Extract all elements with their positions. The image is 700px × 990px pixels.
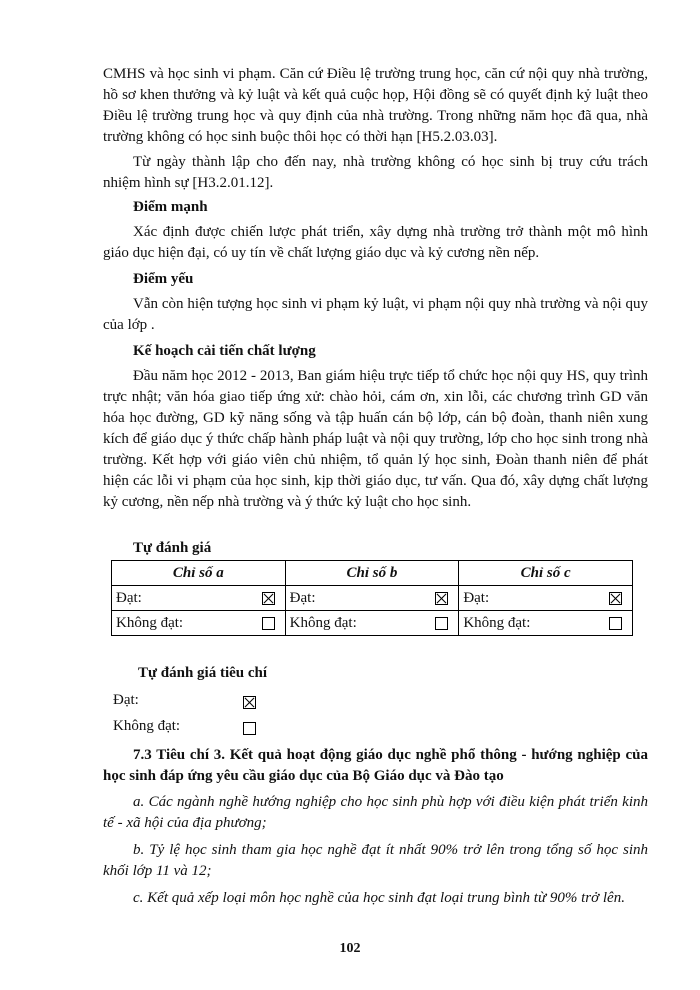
cell-c-pass [459, 586, 633, 611]
heading-improvement-plan: Kế hoạch cải tiến chất lượng [133, 343, 316, 359]
cell-b-fail [285, 611, 459, 636]
checkbox-checked-icon [435, 592, 448, 605]
paragraph-strength: Xác định được chiến lược phát triển, xây dựng nhà trường trở thành một mô hình giáo dục hiện đại, có uy tín về chất lượng giáo dục và kỷ cương nền nếp. [103, 224, 648, 261]
checkbox-checked-icon [243, 696, 256, 709]
self-eval-table [111, 560, 633, 636]
table-header-row [112, 561, 633, 586]
criterion-item-c: c. Kết quả xếp loại môn học nghề của học sinh đạt loại trung bình từ 90% trở lên. [133, 890, 625, 906]
body-text-top [103, 64, 648, 513]
column-a-header: Chỉ số a [112, 561, 286, 586]
table-row-fail [112, 611, 633, 636]
heading-strength: Điểm mạnh [133, 199, 208, 215]
paragraph-weakness: Vẫn còn hiện tượng học sinh vi phạm kỷ luật, vi phạm nội quy nhà trường và nội quy của lớp . [103, 296, 648, 333]
checkbox-empty-icon [262, 617, 275, 630]
body-text-bottom [103, 745, 648, 909]
criterion-item-b: b. Tỷ lệ học sinh tham gia học nghề đạt ít nhất 90% trở lên trong tổng số học sinh khối lớp 11 và 12; [103, 842, 648, 879]
table-row-pass [112, 586, 633, 611]
fail-label: Không đạt: [463, 614, 531, 631]
paragraph-discipline: CMHS và học sinh vi phạm. Căn cứ Điều lệ trường trung học, căn cứ nội quy nhà trường, hồ sơ khen thưởng và kỷ luật và kết quả cuộc họp, Hội đồng sẽ có quyết định kỷ luật theo Điều lệ trường trung học và quy định của nhà trường. Trong những năm học đã qua, nhà trường không có học sinh buộc thôi học có thời hạn [H5.2.03.03]. [103, 66, 648, 145]
criterion-eval-title: Tự đánh giá tiêu chí [138, 665, 268, 681]
checkbox-empty-icon [435, 617, 448, 630]
self-eval-title: Tự đánh giá [133, 540, 212, 556]
paragraph-improvement-plan: Đầu năm học 2012 - 2013, Ban giám hiệu trực tiếp tổ chức học nội quy HS, quy trình trực nhật; văn hóa giao tiếp ứng xử: chào hỏi, cám ơn, xin lỗi, các chương trình GD văn hóa học đường, GD kỹ năng sống và tập huấn cán bộ lớp, cán bộ đoàn, thanh niên xung kích để giáo dục ý thức chấp hành pháp luật và nội quy trường, lớp cho học sinh trong nhà trường. Kết hợp với giáo viên chủ nhiệm, tổ quản lý học sinh, Đoàn thanh niên để phát hiện các lỗi vi phạm của học sinh, kịp thời giáo dục, tư vấn. Qua đó, xây dựng chất lượng kỷ cương, nền nếp nhà trường và ý thức kỷ luật cho học sinh. [103, 368, 648, 510]
criterion-pass-label: Đạt: [113, 692, 139, 708]
checkbox-empty-icon [243, 722, 256, 735]
fail-label: Không đạt: [116, 614, 184, 631]
cell-b-pass [285, 586, 459, 611]
page-number: 102 [339, 941, 361, 956]
column-b-header: Chỉ số b [285, 561, 459, 586]
checkbox-empty-icon [609, 617, 622, 630]
cell-a-fail [112, 611, 286, 636]
paragraph-no-criminal: Từ ngày thành lập cho đến nay, nhà trường không có học sinh bị truy cứu trách nhiệm hình sự [H3.2.01.12]. [103, 154, 648, 191]
column-c-header: Chỉ số c [459, 561, 633, 586]
heading-weakness: Điểm yếu [133, 271, 194, 287]
criterion-item-a: a. Các ngành nghề hướng nghiệp cho học sinh phù hợp với điều kiện phát triển kinh tế - xã hội của địa phương; [103, 794, 648, 831]
pass-label: Đạt: [463, 589, 490, 606]
criterion-fail-label: Không đạt: [113, 718, 181, 734]
checkbox-checked-icon [262, 592, 275, 605]
pass-label: Đạt: [289, 589, 316, 606]
cell-c-fail [459, 611, 633, 636]
cell-a-pass [112, 586, 286, 611]
checkbox-checked-icon [609, 592, 622, 605]
fail-label: Không đạt: [289, 614, 357, 631]
pass-label: Đạt: [116, 589, 142, 606]
section-heading: 7.3 Tiêu chí 3. Kết quả hoạt động giáo dục nghề phổ thông - hướng nghiệp của học sinh đáp ứng yêu cầu giáo dục của Bộ Giáo dục và Đào tạo [103, 747, 648, 784]
